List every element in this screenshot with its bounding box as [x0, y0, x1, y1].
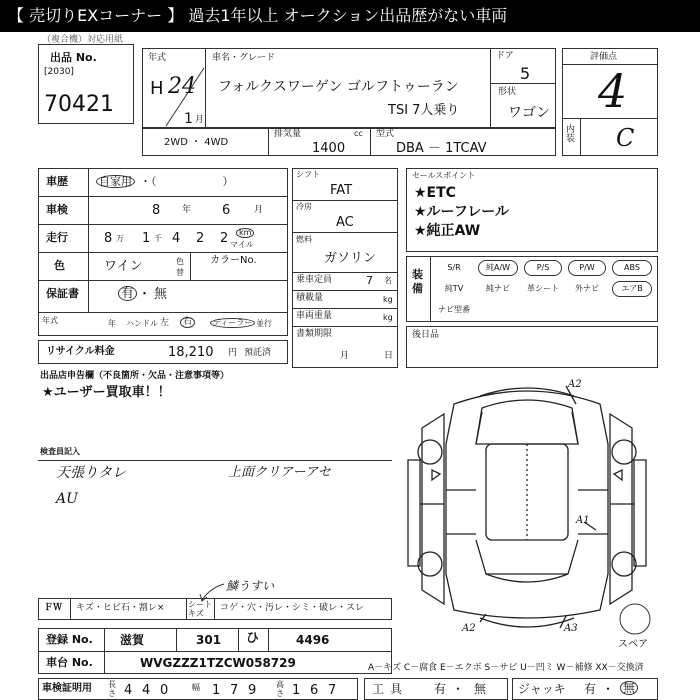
capacity-value: 7	[366, 274, 373, 287]
registration-class: 301	[196, 633, 222, 647]
displacement-value: 1400	[312, 141, 346, 156]
mileage-mile: マイル	[230, 240, 254, 249]
aircon-label: 冷房	[296, 202, 312, 211]
inspector-note-3: 上面クリアーアセ	[228, 465, 331, 480]
inspector-note-1: 天張りタレ	[56, 465, 126, 481]
mark-left: A2	[462, 623, 476, 634]
inspection-year-unit: 年	[182, 205, 192, 215]
warranty-label: 保証書	[46, 287, 79, 300]
jack-label: ジャッキ	[518, 682, 566, 696]
mileage-d5: 2	[220, 231, 229, 246]
mileage-d3: 4	[172, 231, 181, 246]
jack-sep: ・	[602, 682, 615, 696]
equip-tv: 純TV	[444, 284, 464, 293]
year-month: 1	[184, 111, 193, 127]
spare-label: スペア	[618, 639, 648, 650]
mark-top: A2	[568, 379, 582, 390]
color-no-label: カラーNo.	[210, 255, 257, 266]
weight-unit: kg	[383, 313, 393, 322]
fuel-value: ガソリン	[324, 251, 377, 266]
interior-value: C	[616, 124, 635, 152]
navi-model-label: ナビ型番	[438, 305, 470, 314]
drive-text: 2WD ・ 4WD	[164, 137, 229, 148]
docs-unit: 月	[340, 351, 350, 361]
color-value: ワイン	[104, 259, 143, 274]
inspector-label: 検査員記入	[40, 447, 80, 456]
fw-sheet-label: シートキズ	[188, 600, 212, 618]
cert-n2: 4	[142, 683, 151, 698]
equip-ps: P/S	[524, 260, 562, 276]
later-install-label: 後日品	[412, 330, 440, 340]
recycle-label: リサイクル料金	[46, 346, 115, 357]
aircon-value: AC	[336, 215, 354, 230]
weight-label: 車両重量	[296, 311, 333, 321]
seller-notes-text: ★ユーザー買取車！！	[42, 385, 171, 400]
sales-point-1: ★ETC	[414, 185, 456, 201]
warranty-has: 有	[118, 286, 137, 301]
import-label: 年式	[42, 316, 58, 325]
inspection-year: 8	[152, 203, 161, 218]
lot-number: 70421	[44, 92, 114, 117]
load-label: 積載量	[296, 293, 324, 303]
docs-day: 日	[384, 351, 394, 361]
year-value: 24	[168, 74, 196, 99]
vin-value: WVGZZZ1TZCW058729	[140, 656, 296, 670]
handle-right: 右	[180, 317, 195, 328]
cert-n3: 0	[160, 683, 169, 698]
shift-value: FAT	[330, 183, 353, 198]
inspector-note-4: 鱗うすい	[226, 579, 275, 593]
dealer-label: ディーラー	[210, 318, 255, 328]
year-label: 年式	[148, 53, 167, 63]
sales-point-2: ★ルーフレール	[414, 204, 510, 220]
door-label: ドア	[496, 51, 514, 61]
color-change-label: 色替	[176, 257, 184, 277]
cert-width-label: 幅	[192, 683, 200, 692]
equip-sr: S/R	[447, 263, 461, 272]
shape-value: ワゴン	[508, 105, 550, 121]
jack-has: 有	[584, 682, 597, 696]
fw-label: ＦＷ	[44, 603, 63, 613]
recycle-value: 18,210	[168, 345, 214, 360]
equip-pw: P/W	[568, 260, 606, 276]
inspection-label: 車検	[46, 203, 68, 216]
inspection-month: 6	[222, 203, 231, 218]
displacement-label: 排気量	[274, 129, 302, 139]
model-label: 型式	[376, 129, 395, 139]
score-label: 評価点	[590, 52, 618, 62]
registration-region: 滋賀	[120, 633, 145, 647]
registration-kana: ひ	[246, 631, 260, 646]
history-rest: ・（ ）	[140, 175, 234, 188]
registration-label: 登録 No.	[46, 633, 93, 646]
mark-bottom: A3	[564, 623, 578, 634]
interior-label: 内装	[566, 125, 576, 144]
cert-n1: 4	[124, 683, 133, 698]
equip-navi: 純ナビ	[486, 284, 510, 293]
cert-n7: 1	[292, 683, 301, 698]
mileage-d1: 8	[104, 231, 113, 246]
banner-text: 【 売切りEXコーナー 】 過去1年以上 オークション出品歴がない車両	[8, 6, 508, 25]
vin-label: 車台 No.	[46, 656, 93, 669]
registration-number: 4496	[296, 633, 330, 647]
cert-n4: 1	[212, 683, 221, 698]
car-damage-diagram	[396, 374, 658, 634]
year-era: H	[150, 78, 164, 99]
cert-height-label: 高さ	[276, 680, 284, 698]
mileage-km: km	[236, 228, 254, 238]
tools-label: 工具	[372, 682, 409, 696]
history-value: 自家用	[96, 175, 135, 188]
cert-n9: 7	[328, 683, 337, 698]
parallel-label: 並行	[256, 319, 272, 328]
cert-n6: 9	[248, 683, 257, 698]
history-label: 車歴	[46, 175, 68, 188]
cert-label: 車検証明用	[42, 683, 92, 694]
mileage-u2: 千	[154, 234, 162, 243]
capacity-unit: 名	[384, 276, 392, 285]
tools-has: 有	[434, 682, 447, 696]
equip-alloy: 純A/W	[478, 260, 518, 276]
car-grade: TSI 7人乗り	[388, 103, 460, 118]
sales-points-label: セールスポイント	[412, 171, 476, 180]
equipment-label: 装備	[412, 268, 423, 295]
equip-ext-navi: 外ナビ	[575, 284, 599, 293]
equip-airbag: エアB	[612, 281, 652, 297]
car-name: フォルクスワーゲン ゴルフトゥーラン	[218, 79, 459, 95]
lot-label: 出品 No.	[50, 51, 97, 64]
tools-sep: ・	[452, 682, 465, 696]
inspection-month-unit: 月	[254, 205, 264, 215]
handle-label: ハンドル	[126, 319, 158, 328]
spare-tire-icon	[618, 602, 652, 636]
shift-label: シフト	[296, 170, 320, 179]
capacity-label: 乗車定員	[296, 275, 333, 285]
fuel-label: 燃料	[296, 235, 312, 244]
warranty-sep: ・	[138, 287, 152, 302]
recycle-note: 預託済	[244, 348, 272, 358]
jack-none: 無	[620, 681, 638, 695]
sheet-type: （複合機）対応用紙	[42, 35, 124, 45]
later-install-box	[406, 326, 658, 368]
mark-right: A1	[576, 515, 590, 526]
mileage-d4: 2	[196, 231, 205, 246]
door-value: 5	[520, 64, 531, 83]
seller-notes-label: 出品店申告欄（不良箇所・欠品・注意事項等）	[40, 371, 230, 381]
cert-length-label: 長さ	[108, 680, 116, 698]
mileage-d2: 1	[142, 231, 151, 246]
fw-defects-2: コゲ・穴・汚レ・シミ・破レ・スレ	[220, 603, 365, 613]
handle-left: 左	[160, 318, 170, 328]
load-unit: kg	[383, 295, 393, 304]
displacement-unit: cc	[354, 129, 363, 138]
recycle-unit: 円	[228, 348, 238, 358]
warranty-none: 無	[154, 287, 168, 302]
fw-defects: キズ・ヒビ石・割レ×	[76, 603, 165, 613]
docs-label: 書類期限	[296, 329, 333, 339]
score-value: 4	[598, 64, 628, 118]
damage-legend: A－キズ C－腐食 E－エクボ S－サビ U－凹ミ W－補修 XX－交換済	[368, 663, 644, 673]
cert-n8: 6	[310, 683, 319, 698]
lot-code: [2030]	[44, 67, 74, 77]
equip-leather: 革シート	[527, 284, 559, 293]
inspector-note-2: AU	[56, 491, 78, 507]
model-value: DBA － 1TCAV	[396, 141, 487, 156]
mileage-u1: 万	[116, 234, 124, 243]
car-label: 車名・グレード	[212, 53, 276, 63]
sales-point-3: ★純正AW	[414, 223, 481, 239]
color-label: 色	[54, 259, 65, 272]
cert-n5: 7	[230, 683, 239, 698]
year-month-unit: 月	[195, 115, 205, 125]
import-prefix: 年	[108, 319, 116, 328]
equip-abs: ABS	[612, 260, 652, 276]
header-banner	[0, 0, 700, 32]
shape-label: 形状	[498, 87, 517, 97]
tools-none: 無	[474, 682, 487, 696]
mileage-label: 走行	[46, 231, 68, 244]
